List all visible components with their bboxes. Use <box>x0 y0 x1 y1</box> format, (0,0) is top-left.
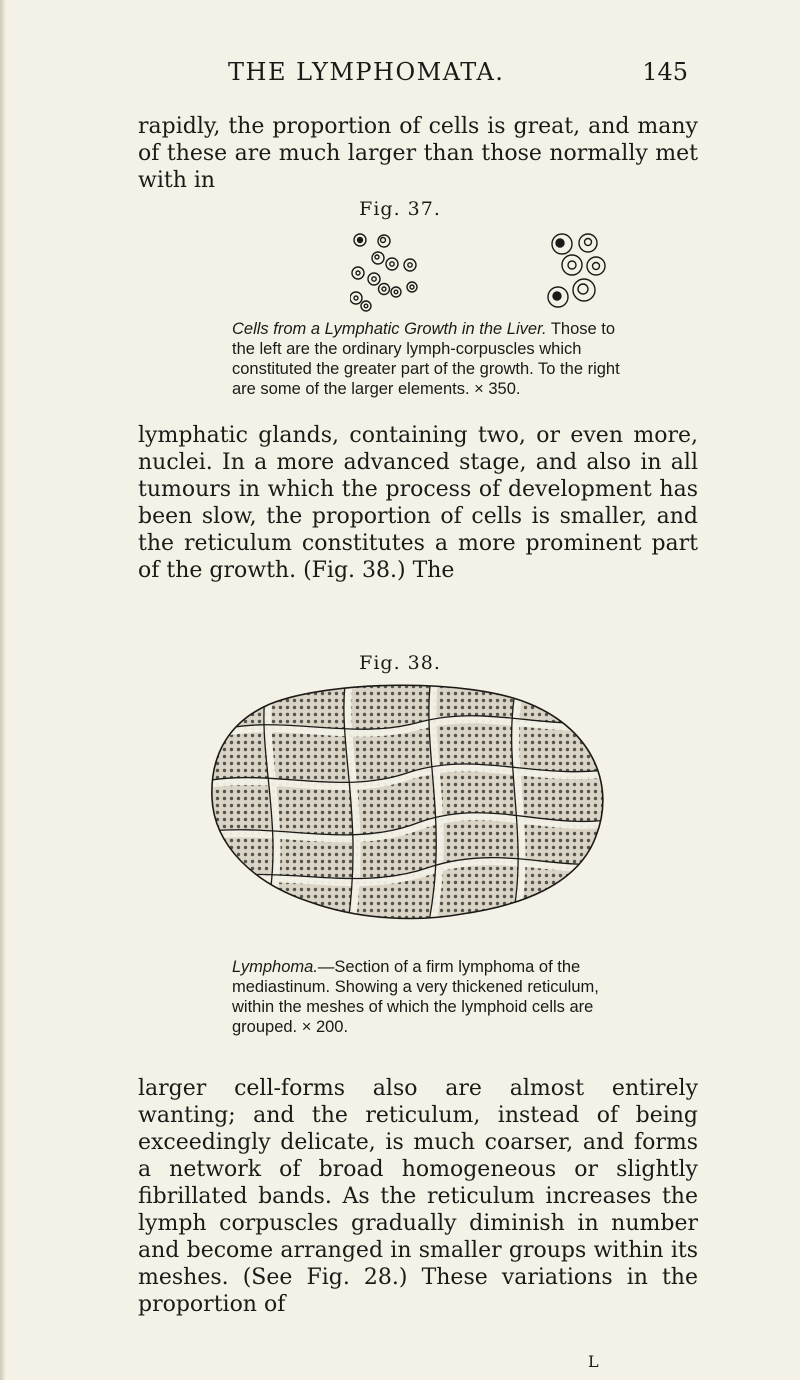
small-lymph-corpuscles <box>350 234 417 311</box>
figure-38-label: Fig. 38. <box>359 652 441 674</box>
figure-38-caption-title: Lymphoma. <box>232 958 318 976</box>
figure-37-caption-text: Those to the left are the ordinary lymph-corpuscles which constituted the greater part of the growth. To the right are some of the larger elements. × 350. <box>232 320 620 398</box>
figure-38-caption-text: —Section of a firm lymphoma of the mediastinum. Showing a very thickened reticulum, within the meshes of which the lymphoid cells are grouped. × 200. <box>232 958 599 1036</box>
paragraph-2: lymphatic glands, containing two, or even more, nuclei. In a more advanced stage, and also in all tumours in which the process of development has been slow, the proportion of cells is smaller, and the reticulum constitutes a more prominent part of the growth. (Fig. 38.) The <box>138 423 698 583</box>
figure-38-illustration <box>200 676 620 946</box>
figure-37-caption-title: Cells from a Lymphatic Growth in the Liver. <box>232 320 547 338</box>
page-number: 145 <box>642 58 688 86</box>
figure-37-illustration <box>350 228 650 312</box>
paragraph-1: rapidly, the proportion of cells is great, and many of these are much larger than those normally met with in <box>138 114 698 193</box>
signature-mark: L <box>588 1352 599 1371</box>
figure-38-caption <box>232 957 620 1037</box>
paragraph-3: larger cell-forms also are almost entirely wanting; and the reticulum, instead of being exceedingly delicate, is much coarser, and forms a network of broad homogeneous or slightly fibrillated bands. As the reticulum increases the lymph corpuscles gradually diminish in number and become arranged in smaller groups within its meshes. (See Fig. 28.) These variations in the proportion of <box>138 1076 698 1317</box>
large-cell-elements <box>548 234 605 307</box>
running-header <box>228 58 688 88</box>
running-title: THE LYMPHOMATA. <box>228 58 505 86</box>
figure-37-label: Fig. 37. <box>359 198 441 220</box>
figure-37-caption <box>232 319 620 399</box>
